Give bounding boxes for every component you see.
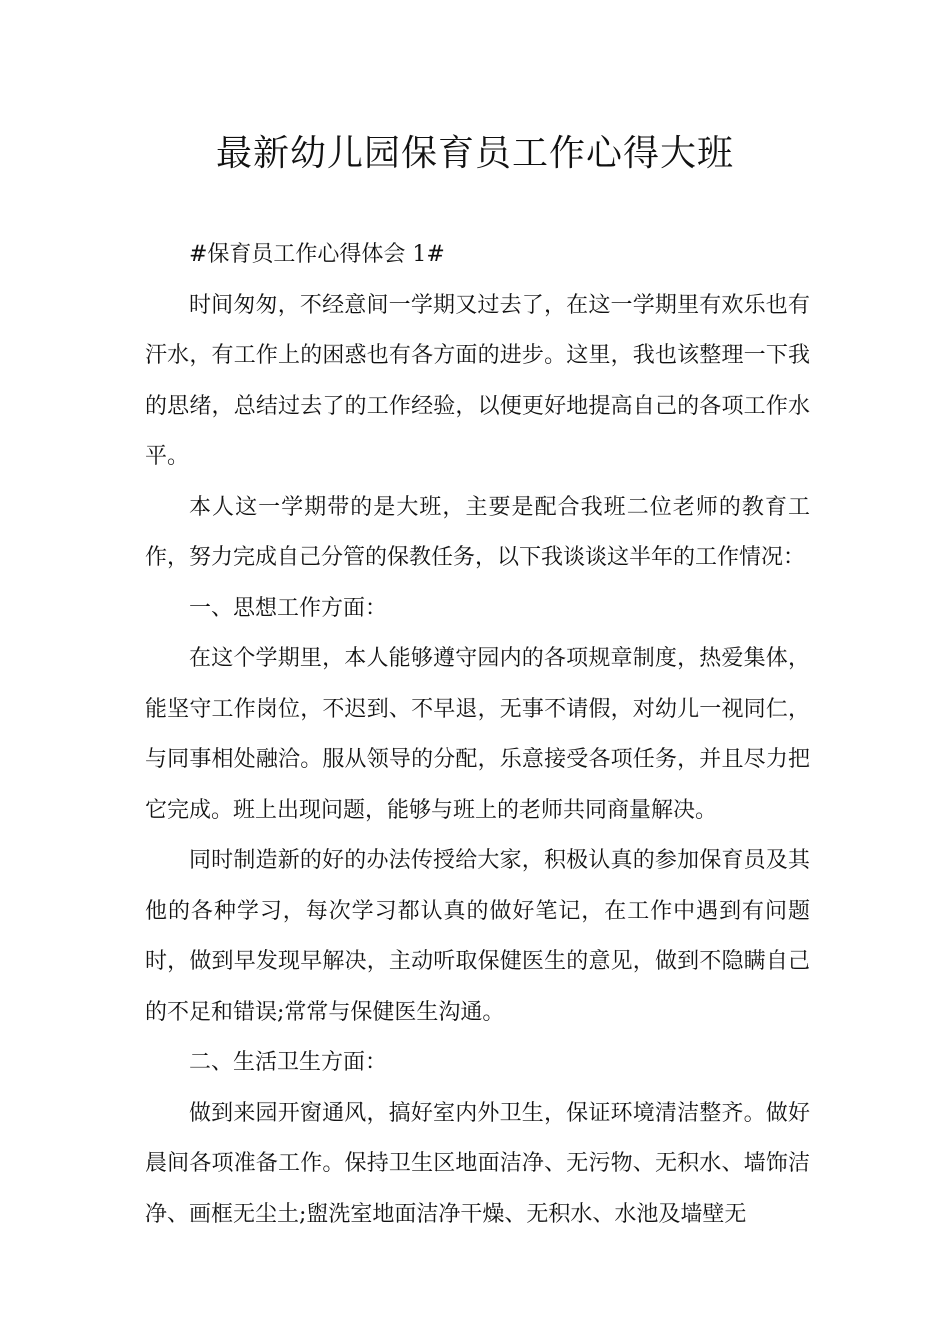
paragraph-learning: 同时制造新的好的办法传授给大家，积极认真的参加保育员及其他的各种学习，每次学习都认真的做好笔记，在工作中遇到有问题时，做到早发现早解决，主动听取保健医生的意见，做到不隐瞒自己的不足和错误;常常与保健医生沟通。 [145,848,810,1025]
paragraph-intro: 时间匆匆，不经意间一学期又过去了，在这一学期里有欢乐也有汗水，有工作上的困惑也有各方面的进步。这里，我也该整理一下我的思绪，总结过去了的工作经验，以便更好地提高自己的各项工作水平。 [145,292,810,469]
heading-ideology-work: 一、思想工作方面： [189,595,388,621]
document-body [145,230,810,1240]
paragraph-section-tag: #保育员工作心得体会 1# [189,242,445,267]
heading-hygiene: 二、生活卫生方面： [189,1050,388,1075]
paragraph-hygiene-details: 做到来园开窗通风，搞好室内外卫生，保证环境清洁整齐。做好晨间各项准备工作。保持卫生区地面洁净、无污物、无积水、墙饰洁净、画框无尘土;盥洗室地面洁净干燥、无积水、水池及墙壁无 [145,1100,810,1227]
paragraph-ideology-details: 在这个学期里，本人能够遵守园内的各项规章制度，热爱集体，能坚守工作岗位，不迟到、不早退，无事不请假，对幼儿一视同仁，与同事相处融洽。服从领导的分配，乐意接受各项任务，并且尽力把它完成。班上出现问题，能够与班上的老师共同商量解决。 [145,646,810,823]
document-title: 最新幼儿园保育员工作心得大班 [215,133,734,174]
paragraph-class-duty: 本人这一学期带的是大班，主要是配合我班二位老师的教育工作，努力完成自己分管的保教任务，以下我谈谈这半年的工作情况： [145,494,810,570]
